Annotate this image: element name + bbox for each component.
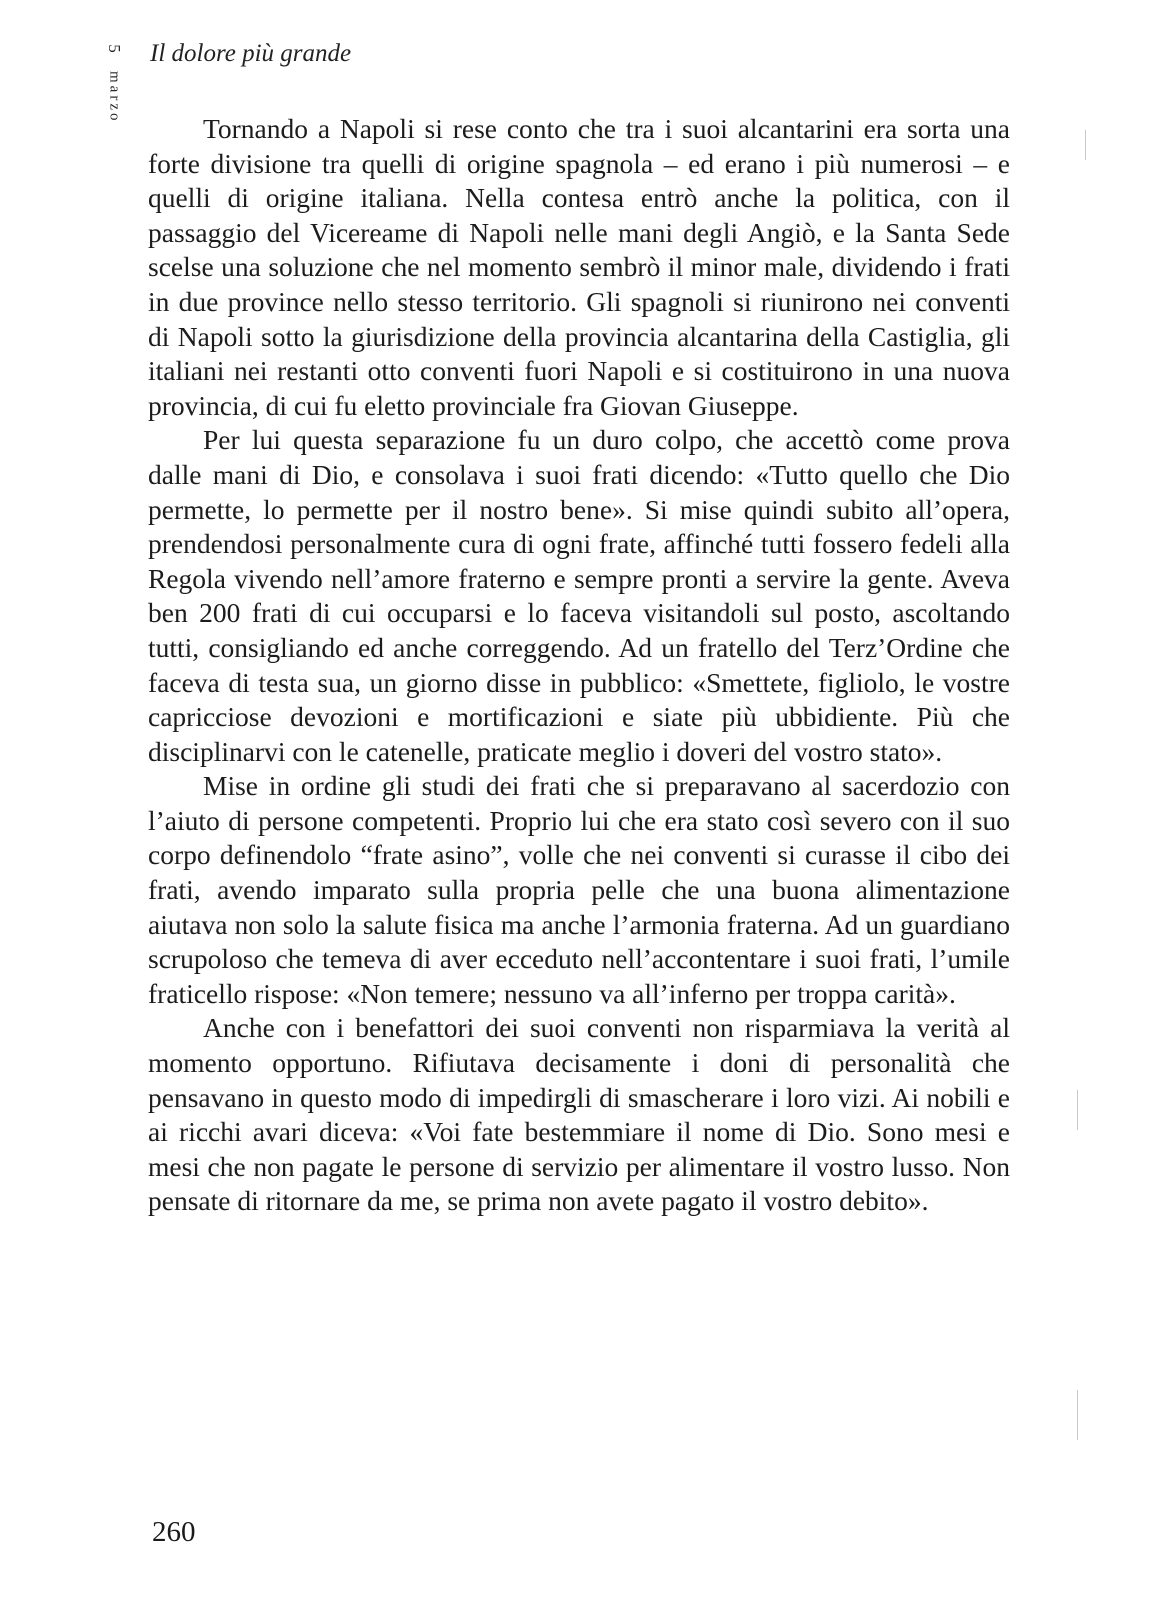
page-number: 260	[152, 1516, 196, 1548]
scan-margin-mark	[1077, 1090, 1078, 1130]
scan-margin-mark	[1077, 1390, 1078, 1440]
body-text	[148, 112, 1010, 1219]
paragraph: Per lui questa separazione fu un duro colpo, che accettò come prova dalle mani di Dio, e consolava i suoi frati dicendo: «Tutto quello che Dio permette, lo permette per il nostro bene». Si mise quindi subito all’opera, prendendosi personalmente cura di ogni frate, affinché tutti fossero fedeli alla Regola vivendo nell’amore fraterno e sempre pronti a servire la gente. Aveva ben 200 frati di cui occuparsi e lo faceva visitandoli sul posto, ascoltando tutti, consigliando ed anche correggendo. Ad un fratello del Terz’Ordine che faceva di testa sua, un giorno disse in pubblico: «Smettete, figliolo, le vostre capricciose devozioni e mortificazioni e siate più ubbidiente. Più che disciplinarvi con le catenelle, praticate meglio i doveri del vostro stato».	[148, 424, 1010, 767]
running-head: Il dolore più grande	[150, 40, 352, 67]
scan-margin-mark	[1085, 130, 1086, 160]
side-tab-month: marzo	[106, 71, 123, 124]
paragraph: Tornando a Napoli si rese conto che tra i suoi alcantarini era sorta una forte divisione tra quelli di origine spagnola – ed erano i più numerosi – e quelli di origine italiana. Nella contesa entrò anche la politica, con il passaggio del Vicereame di Napoli nelle mani degli Angiò, e la Santa Sede scelse una soluzione che nel momento sembrò il minor male, dividendo i frati in due province nello stesso territorio. Gli spagnoli si riunirono nei conventi di Napoli sotto la giurisdizione della provincia alcantarina della Castiglia, gli italiani nei restanti otto conventi fuori Napoli e si costituirono in una nuova provincia, di cui fu eletto provinciale fra Giovan Giuseppe.	[148, 113, 1010, 421]
month-thumb-tab	[104, 40, 124, 160]
paragraph: Anche con i benefattori dei suoi conventi non risparmiava la verità al momento opportuno. Rifiutava decisamente i doni di personalità che pensavano in questo modo di impedirgli di smascherare i loro vizi. Ai nobili e ai ricchi avari diceva: «Voi fate bestemmiare il nome di Dio. Sono mesi e mesi che non pagate le persone di servizio per alimentare il vostro lusso. Non pensate di ritornare da me, se prima non avete pagato il vostro debito».	[148, 1012, 1010, 1217]
paragraph: Mise in ordine gli studi dei frati che si preparavano al sacerdozio con l’aiuto di persone competenti. Proprio lui che era stato così severo con il suo corpo definendolo “frate asino”, volle che nei conventi si curasse il cibo dei frati, avendo imparato sulla propria pelle che una buona alimentazione aiutava non solo la salute fisica ma anche l’armonia fraterna. Ad un guardiano scrupoloso che temeva di aver ecceduto nell’accontentare i suoi frati, l’umile fraticello rispose: «Non temere; nessuno va all’inferno per troppa carità».	[148, 770, 1010, 1009]
side-tab-day: 5	[104, 44, 124, 53]
